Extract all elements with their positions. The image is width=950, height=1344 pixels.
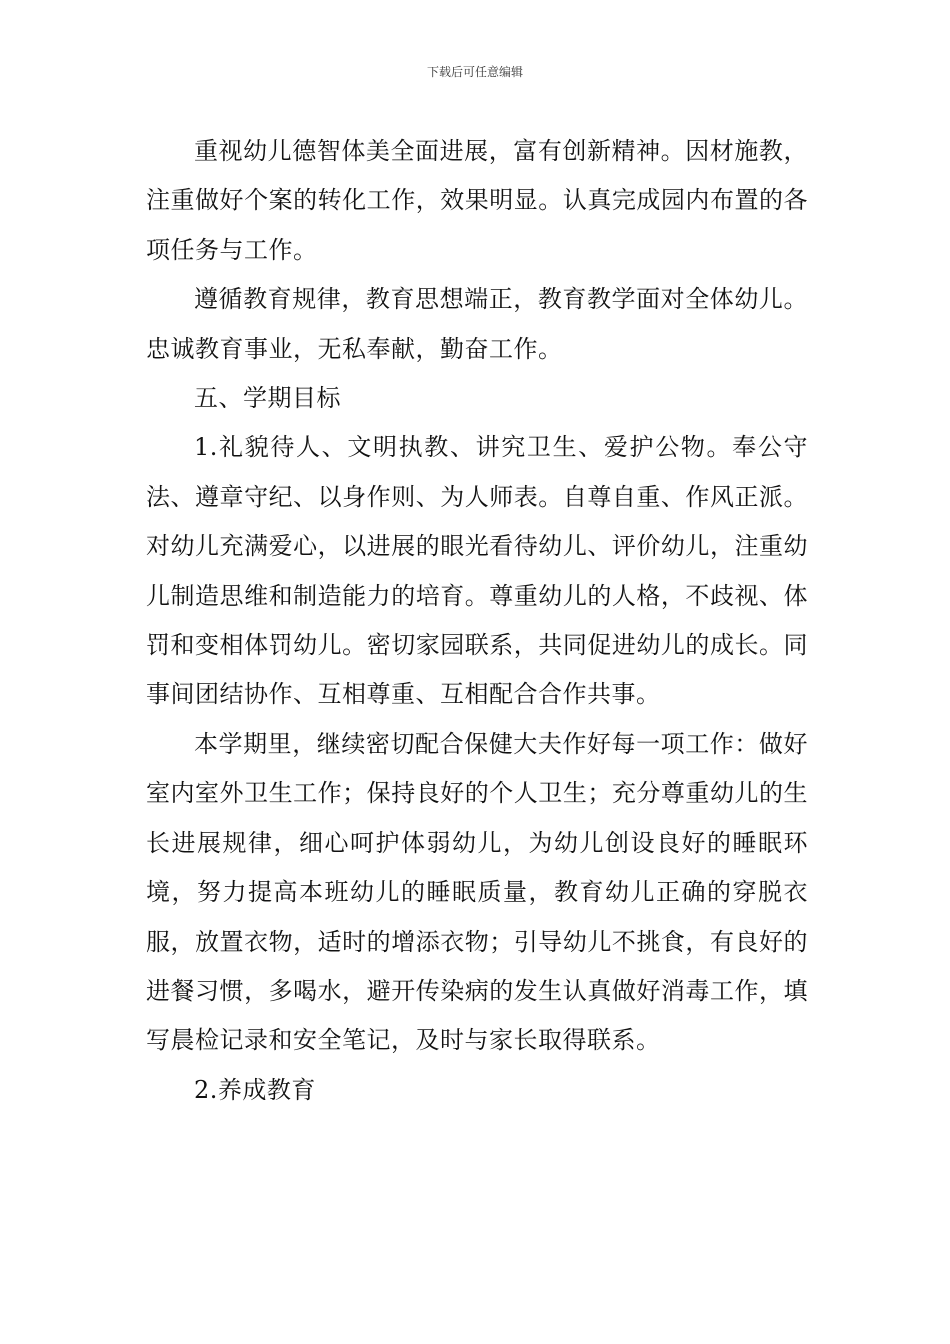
paragraph-2: 遵循教育规律，教育思想端正，教育教学面对全体幼儿。忠诚教育事业，无私奉献，勤奋工作。 (146, 285, 808, 363)
document-body (146, 127, 808, 1115)
paragraph-4: 本学期里，继续密切配合保健大夫作好每一项工作：做好室内室外卫生工作；保持良好的个人卫生；充分尊重幼儿的生长进展规律，细心呵护体弱幼儿，为幼儿创设良好的睡眠环境，努力提高本班幼儿的睡眠质量，教育幼儿正确的穿脱衣服，放置衣物，适时的增添衣物；引导幼儿不挑食，有良好的进餐习惯，多喝水，避开传染病的发生认真做好消毒工作，填写晨检记录和安全笔记，及时与家长取得联系。 (146, 729, 808, 1055)
paragraph-3: 1.礼貌待人、文明执教、讲究卫生、爱护公物。奉公守法、遵章守纪、以身作则、为人师表。自尊自重、作风正派。对幼儿充满爱心，以进展的眼光看待幼儿、评价幼儿，注重幼儿制造思维和制造能力的培育。尊重幼儿的人格，不歧视、体罚和变相体罚幼儿。密切家园联系，共同促进幼儿的成长。同事间团结协作、互相尊重、互相配合合作共事。 (146, 433, 808, 709)
page-header-note: 下载后可任意编辑 (426, 65, 523, 79)
paragraph-1: 重视幼儿德智体美全面进展，富有创新精神。因材施教，注重做好个案的转化工作，效果明显。认真完成园内布置的各项任务与工作。 (146, 137, 808, 264)
section-heading-semester-goals: 五、学期目标 (194, 384, 341, 413)
subheading-habit-education: 2.养成教育 (194, 1075, 316, 1104)
